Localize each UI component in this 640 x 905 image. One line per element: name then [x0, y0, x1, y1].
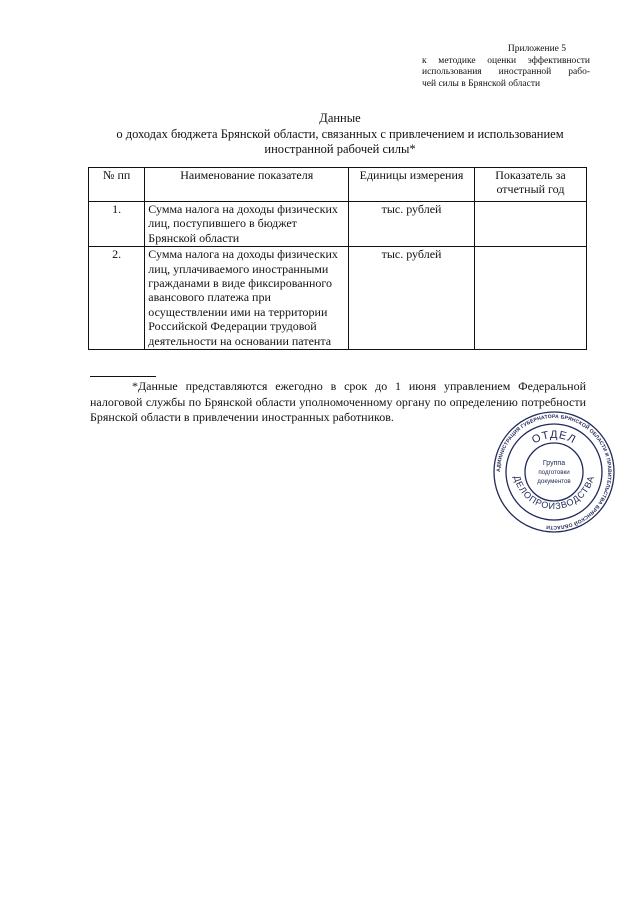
table-row — [89, 247, 587, 350]
appendix-line: чей силы в Брянской области — [422, 78, 541, 89]
row-value — [474, 247, 586, 350]
office-stamp — [492, 410, 616, 534]
appendix-line: к методике оценки эффективности — [422, 55, 590, 66]
heading-line-2: о доходах бюджета Брянской области, связанных с привлечением и использованием — [116, 126, 564, 141]
document-heading — [90, 111, 590, 158]
stamp-outer-text: АДМИНИСТРАЦИЯ ГУБЕРНАТОРА БРЯНСКОЙ ОБЛАСТИ И ПРАВИТЕЛЬСТВА БРЯНСКОЙ ОБЛАСТИ — [495, 413, 613, 531]
appendix-title: Приложение 5 — [507, 44, 566, 54]
row-name: Сумма налога на доходы физических лиц, поступившего в бюджет Брянской области — [145, 202, 349, 247]
header-name: Наименование показателя — [145, 168, 349, 202]
stamp-bottom-text: ДЕЛОПРОИЗВОДСТВА — [511, 474, 597, 512]
row-name: Сумма налога на доходы физических лиц, уплачиваемого иностранными гражданами в виде фиксированного авансового платежа при осуществлении ими на территории Российской Федерации трудовой деятельности на основании патента — [145, 247, 349, 350]
row-num: 2. — [89, 247, 145, 350]
footnote-text: *Данные представляются ежегодно в срок до 1 июня управлением Федеральной налоговой службы по Брянской области уполномоченному органу по определению потребности Брянской области в привлечении иностранных работников. — [90, 379, 586, 424]
stamp-center-line: документов — [537, 478, 571, 485]
footnote-divider — [90, 376, 156, 377]
row-unit: тыс. рублей — [349, 202, 475, 247]
stamp-center-line: подготовки — [538, 469, 570, 476]
appendix-note — [422, 44, 590, 90]
heading-line-1: Данные — [319, 111, 361, 125]
table-header-row — [89, 168, 587, 202]
row-value — [474, 202, 586, 247]
header-unit: Единицы измерения — [349, 168, 475, 202]
stamp-top-text: ОТДЕЛ — [530, 428, 578, 447]
table-row — [89, 202, 587, 247]
row-unit: тыс. рублей — [349, 247, 475, 350]
stamp-center-line: Группа — [542, 460, 566, 467]
heading-line-3: иностранной рабочей силы* — [264, 142, 416, 156]
header-num: № пп — [89, 168, 145, 202]
appendix-line: использования иностранной рабо- — [422, 67, 590, 77]
row-num: 1. — [89, 202, 145, 247]
header-value: Показатель за отчетный год — [474, 168, 586, 202]
income-table — [88, 167, 587, 350]
